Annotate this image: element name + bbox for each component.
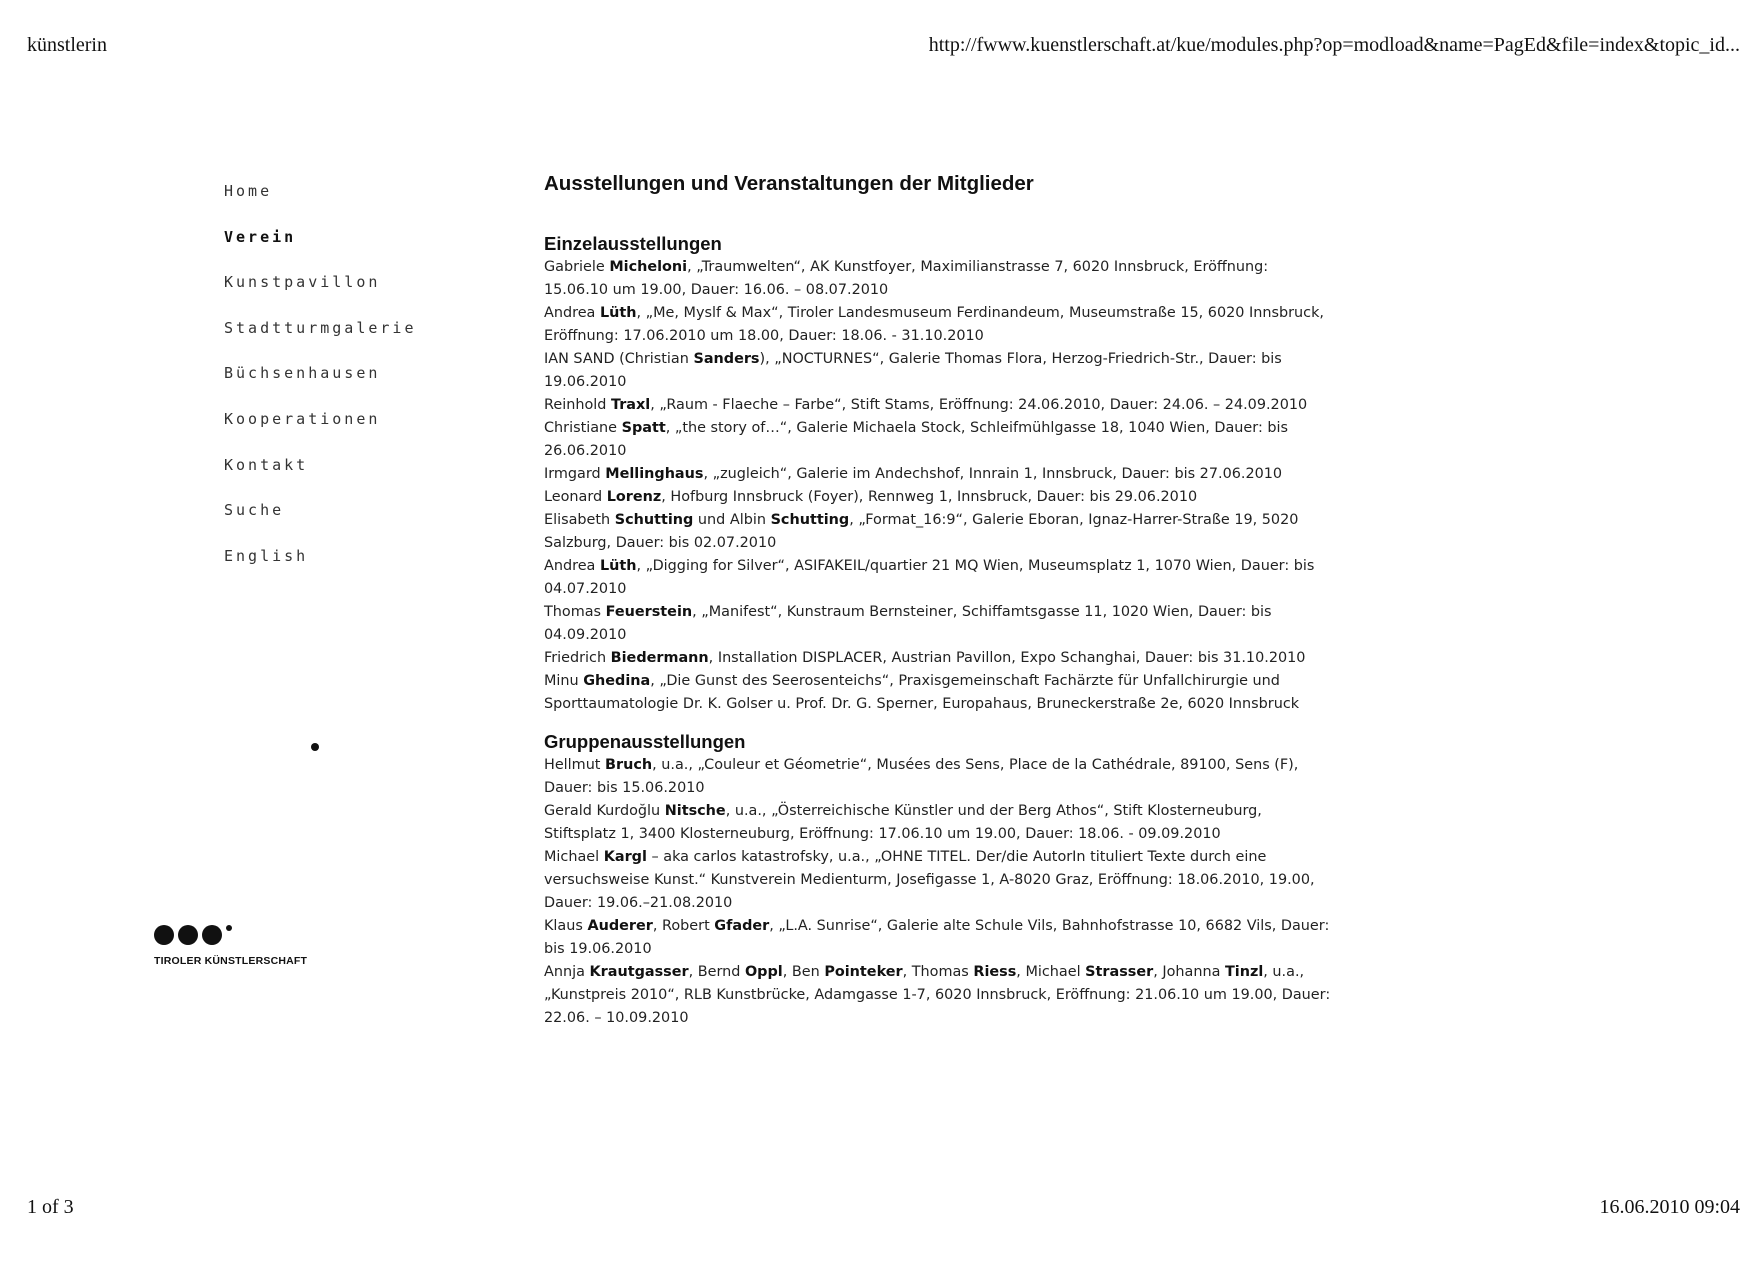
entry-text: – aka carlos katastrofsky, u.a., „OHNE TITEL. Der/die AutorIn tituliert Texte durch eine versuchsweise Kunst.“ Kunstverein Medienturm, Josefigasse 1, A-8020 Graz, Eröffnung: 18.06.2010, 19.00, Dauer: 19.06.–21.08.2010 <box>544 849 1315 911</box>
entry-text: Friedrich <box>544 650 611 666</box>
artist-name: Oppl <box>744 964 783 980</box>
artist-name: Riess <box>973 964 1017 980</box>
entry-text: , Michael <box>1016 964 1086 980</box>
entry-text: , „zugleich“, Galerie im Andechshof, Innrain 1, Innsbruck, Dauer: bis 27.06.2010 <box>703 466 1283 482</box>
exhibition-entry <box>544 417 1334 463</box>
entry-text: Minu <box>544 673 584 689</box>
artist-name: Traxl <box>610 397 651 413</box>
exhibition-entry <box>544 348 1334 394</box>
entry-text: , „Die Gunst des Seerosenteichs“, Praxisgemeinschaft Fachärzte für Unfallchirurgie und Sporttaumatologie Dr. K. Golser u. Prof. Dr. G. Sperner, Europahaus, Bruneckerstraße 2e, 6020 Innsbruck <box>544 673 1300 712</box>
page-title: Ausstellungen und Veranstaltungen der Mitglieder <box>544 172 1034 195</box>
nav-item-kooperationen[interactable]: Kooperationen <box>224 409 381 428</box>
entry-list <box>544 754 1334 1030</box>
entry-text: Reinhold <box>544 397 611 413</box>
artist-name: Nitsche <box>664 803 726 819</box>
section-heading: Einzelausstellungen <box>544 233 722 254</box>
artist-name: Tinzl <box>1224 964 1264 980</box>
entry-text: , Robert <box>652 918 715 934</box>
exhibition-entry <box>544 486 1334 509</box>
exhibition-entry <box>544 915 1334 961</box>
exhibition-entry <box>544 302 1334 348</box>
exhibition-entry <box>544 394 1334 417</box>
exhibition-entry <box>544 961 1334 1030</box>
nav-item-english[interactable]: English <box>224 546 309 565</box>
entry-text: , „Me, Myslf & Max“, Tiroler Landesmuseum Ferdinandeum, Museumstraße 15, 6020 Innsbruck, Eröffnung: 17.06.2010 um 18.00, Dauer: 18.06. - 31.10.2010 <box>544 305 1324 344</box>
nav-item-stadtturmgalerie[interactable]: Stadtturmgalerie <box>224 318 417 337</box>
exhibition-entry <box>544 754 1334 800</box>
artist-name: Bruch <box>605 757 653 773</box>
exhibition-entry <box>544 509 1334 555</box>
entry-text: , u.a., „Couleur et Géometrie“, Musées des Sens, Place de la Cathédrale, 89100, Sens (F), Dauer: bis 15.06.2010 <box>544 757 1299 796</box>
entry-text: Christiane <box>544 420 622 436</box>
entry-text: Andrea <box>544 305 600 321</box>
entry-text: , Thomas <box>902 964 974 980</box>
print-page-title: künstlerin <box>27 34 107 56</box>
entry-text: Klaus <box>544 918 588 934</box>
artist-name: Mellinghaus <box>605 466 704 482</box>
entry-text: und Albin <box>693 512 771 528</box>
artist-name: Ghedina <box>583 673 651 689</box>
print-datetime: 16.06.2010 09:04 <box>1599 1196 1740 1218</box>
entry-text: Annja <box>544 964 590 980</box>
entry-text: , Bernd <box>688 964 745 980</box>
artist-name: Auderer <box>587 918 653 934</box>
exhibition-entry <box>544 463 1334 486</box>
entry-text: Gabriele <box>544 259 610 275</box>
artist-name: Lüth <box>599 558 637 574</box>
nav-item-kontakt[interactable]: Kontakt <box>224 455 309 474</box>
entry-text: , „Format_16:9“, Galerie Eboran, Ignaz-Harrer-Straße 19, 5020 Salzburg, Dauer: bis 02.07.2010 <box>544 512 1299 551</box>
entry-text: , „Traumwelten“, AK Kunstfoyer, Maximilianstrasse 7, 6020 Innsbruck, Eröffnung: 15.06.10 um 19.00, Dauer: 16.06. – 08.07.2010 <box>544 259 1269 298</box>
entry-text: , „the story of…“, Galerie Michaela Stock, Schleifmühlgasse 18, 1040 Wien, Dauer: bis 26.06.2010 <box>544 420 1288 459</box>
exhibition-entry <box>544 670 1334 716</box>
entry-text: Irmgard <box>544 466 606 482</box>
exhibition-entry <box>544 256 1334 302</box>
nav-item-home[interactable]: Home <box>224 182 273 200</box>
entry-text: Leonard <box>544 489 607 505</box>
artist-name: Schutting <box>614 512 694 528</box>
sections <box>544 232 1334 1030</box>
section-heading: Gruppenausstellungen <box>544 731 746 752</box>
entry-text: , Ben <box>782 964 825 980</box>
nav-item-b-chsenhausen[interactable]: Büchsenhausen <box>224 364 381 383</box>
entry-text: Thomas <box>544 604 606 620</box>
entry-text: Andrea <box>544 558 600 574</box>
exhibition-entry <box>544 846 1334 915</box>
entry-text: , u.a., „Kunstpreis 2010“, RLB Kunstbrücke, Adamgasse 1-7, 6020 Innsbruck, Eröffnung: 21.06.10 um 19.00, Dauer: 22.06. – 10.09.2010 <box>544 964 1331 1026</box>
logo[interactable] <box>154 925 324 967</box>
artist-name: Krautgasser <box>589 964 689 980</box>
artist-name: Micheloni <box>609 259 688 275</box>
artist-name: Lüth <box>599 305 637 321</box>
print-url: http://fwww.kuenstlerschaft.at/kue/modules.php?op=modload&name=PagEd&file=index&topic_id... <box>928 34 1740 56</box>
scan-speck <box>311 743 319 751</box>
artist-name: Gfader <box>714 918 770 934</box>
entry-text: Hellmut <box>544 757 606 773</box>
entry-text: Michael <box>544 849 604 865</box>
exhibition-entry <box>544 800 1334 846</box>
artist-name: Feuerstein <box>605 604 693 620</box>
sidebar-nav <box>224 180 474 590</box>
logo-dots-icon <box>154 925 324 951</box>
artist-name: Lorenz <box>606 489 662 505</box>
entry-text: Gerald Kurdoğlu <box>544 803 665 819</box>
entry-text: , „Digging for Silver“, ASIFAKEIL/quartier 21 MQ Wien, Museumsplatz 1, 1070 Wien, Dauer: bis 04.07.2010 <box>544 558 1315 597</box>
entry-list <box>544 256 1334 716</box>
artist-name: Biedermann <box>610 650 709 666</box>
entry-text: , „L.A. Sunrise“, Galerie alte Schule Vils, Bahnhofstrasse 10, 6682 Vils, Dauer: bis 19.06.2010 <box>544 918 1330 957</box>
entry-text: Elisabeth <box>544 512 615 528</box>
entry-text: IAN SAND (Christian <box>544 351 694 367</box>
nav-item-kunstpavillon[interactable]: Kunstpavillon <box>224 273 381 292</box>
entry-text: , „Manifest“, Kunstraum Bernsteiner, Schiffamtsgasse 11, 1020 Wien, Dauer: bis 04.09.2010 <box>544 604 1272 643</box>
entry-text: ), „NOCTURNES“, Galerie Thomas Flora, Herzog-Friedrich-Str., Dauer: bis 19.06.2010 <box>544 351 1282 390</box>
artist-name: Schutting <box>770 512 850 528</box>
nav-item-suche[interactable]: Suche <box>224 501 285 520</box>
entry-text: , Installation DISPLACER, Austrian Pavillon, Expo Schanghai, Dauer: bis 31.10.2010 <box>708 650 1306 666</box>
entry-text: , u.a., „Österreichische Künstler und der Berg Athos“, Stift Klosterneuburg, Stiftsplatz 1, 3400 Klosterneuburg, Eröffnung: 17.06.10 um 19.00, Dauer: 18.06. - 09.09.2010 <box>544 803 1262 842</box>
nav-item-verein[interactable]: Verein <box>224 227 297 246</box>
entry-text: , Johanna <box>1153 964 1225 980</box>
print-page-number: 1 of 3 <box>27 1196 74 1218</box>
entry-text: , Hofburg Innsbruck (Foyer), Rennweg 1, Innsbruck, Dauer: bis 29.06.2010 <box>661 489 1198 505</box>
main-content <box>544 170 1334 1030</box>
artist-name: Pointeker <box>824 964 903 980</box>
artist-name: Kargl <box>603 849 647 865</box>
artist-name: Spatt <box>621 420 666 436</box>
logo-text: TIROLER KÜNSTLERSCHAFT <box>154 955 308 967</box>
artist-name: Sanders <box>693 351 760 367</box>
entry-text: , „Raum - Flaeche – Farbe“, Stift Stams, Eröffnung: 24.06.2010, Dauer: 24.06. – 24.09.2010 <box>650 397 1308 413</box>
exhibition-entry <box>544 601 1334 647</box>
exhibition-entry <box>544 647 1334 670</box>
artist-name: Strasser <box>1085 964 1154 980</box>
exhibition-entry <box>544 555 1334 601</box>
